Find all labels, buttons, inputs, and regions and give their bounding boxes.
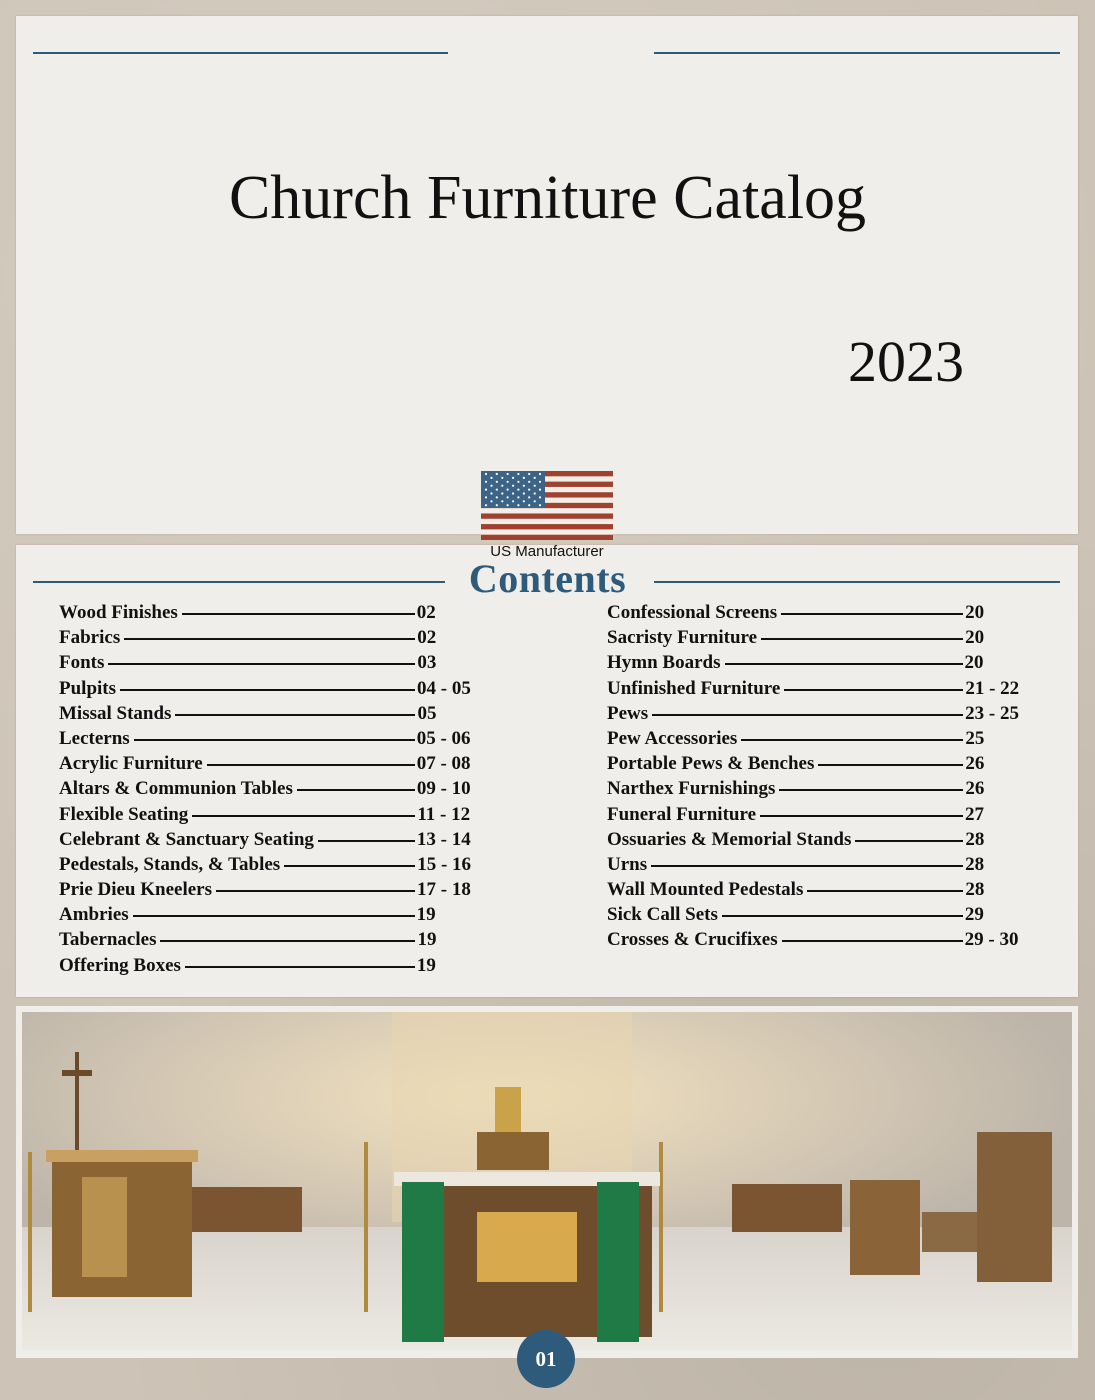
toc-entry-label: Fonts: [59, 652, 105, 674]
toc-entry-page: 04 - 05: [417, 677, 471, 699]
toc-entry[interactable]: [59, 652, 489, 677]
toc-entry-label: Ambries: [59, 904, 129, 926]
toc-entry-label: Urns: [607, 853, 648, 875]
toc-leader-line: [185, 966, 415, 968]
toc-leader-line: [124, 638, 415, 640]
toc-entry-label: Wood Finishes: [59, 602, 178, 623]
toc-entry-label: Missal Stands: [59, 702, 172, 724]
toc-entry[interactable]: [607, 652, 1037, 677]
toc-entry-label: Tabernacles: [59, 929, 157, 951]
toc-leader-line: [134, 739, 415, 741]
toc-entry-page: 25: [965, 727, 985, 749]
toc-entry-page: 28: [965, 853, 985, 875]
toc-leader-line: [284, 865, 415, 867]
toc-entry[interactable]: [59, 804, 489, 829]
toc-entry-page: 05: [417, 702, 437, 724]
toc-entry[interactable]: [59, 627, 489, 652]
toc-entry-page: 19: [416, 954, 436, 976]
toc-entry-label: Pulpits: [59, 677, 117, 699]
toc-leader-line: [192, 815, 415, 817]
toc-entry-label: Unfinished Furniture: [607, 677, 781, 699]
toc-entry-page: 23 - 25: [965, 702, 1019, 724]
toc-leader-line: [818, 764, 963, 766]
toc-entry-label: Crosses & Crucifixes: [607, 929, 778, 951]
us-flag-icon: [481, 471, 613, 540]
toc-entry[interactable]: [607, 804, 1037, 829]
toc-entry[interactable]: [59, 703, 489, 728]
toc-entry-page: 09 - 10: [416, 778, 471, 800]
toc-entry[interactable]: [607, 904, 1037, 929]
toc-leader-line: [160, 940, 415, 942]
toc-entry[interactable]: [59, 753, 489, 778]
toc-leader-line: [216, 890, 415, 892]
toc-entry[interactable]: [607, 627, 1037, 652]
us-manufacturer-label: US Manufacturer: [490, 543, 604, 560]
toc-leader-line: [108, 663, 415, 665]
toc-leader-line: [761, 638, 963, 640]
toc-entry-page: 02: [417, 627, 437, 649]
toc-entry[interactable]: [607, 778, 1037, 803]
toc-entry-label: Funeral Furniture: [607, 803, 757, 825]
top-rule-left: [33, 52, 448, 54]
toc-entry-label: Hymn Boards: [607, 652, 721, 674]
toc-entry-label: Narthex Furnishings: [607, 778, 776, 800]
toc-entry-page: 20: [965, 602, 985, 623]
toc-entry-label: Portable Pews & Benches: [607, 753, 815, 775]
top-rule-right: [654, 52, 1060, 54]
toc-leader-line: [722, 915, 963, 917]
contents-heading: Contents: [468, 556, 627, 601]
toc-leader-line: [318, 840, 415, 842]
toc-entry-page: 19: [416, 904, 436, 926]
toc-entry[interactable]: [607, 728, 1037, 753]
toc-column-left: [59, 602, 489, 980]
toc-entry-label: Flexible Seating: [59, 803, 189, 825]
toc-entry-label: Lecterns: [59, 727, 130, 749]
toc-leader-line: [725, 663, 963, 665]
toc-column-right: [607, 602, 1037, 955]
toc-leader-line: [133, 915, 415, 917]
toc-leader-line: [807, 890, 963, 892]
toc-leader-line: [782, 940, 963, 942]
toc-entry[interactable]: [607, 854, 1037, 879]
toc-entry-label: Prie Dieu Kneelers: [59, 879, 213, 901]
toc-entry-page: 07 - 08: [416, 753, 471, 775]
sanctuary-photo: [22, 1012, 1072, 1350]
toc-leader-line: [652, 714, 963, 716]
toc-entry-label: Ossuaries & Memorial Stands: [607, 828, 852, 850]
toc-leader-line: [120, 689, 415, 691]
toc-entry[interactable]: [59, 678, 489, 703]
toc-entry-page: 03: [417, 652, 437, 674]
toc-entry-page: 02: [416, 602, 436, 623]
toc-entry-page: 28: [965, 828, 985, 850]
toc-entry-label: Sick Call Sets: [607, 904, 718, 926]
toc-entry[interactable]: [59, 904, 489, 929]
toc-leader-line: [760, 815, 963, 817]
toc-entry[interactable]: [59, 602, 489, 627]
toc-entry-page: 27: [965, 803, 985, 825]
toc-entry-page: 29 - 30: [964, 929, 1019, 951]
toc-entry[interactable]: [59, 778, 489, 803]
toc-entry-page: 05 - 06: [416, 727, 471, 749]
toc-leader-line: [781, 613, 963, 615]
toc-entry[interactable]: [607, 678, 1037, 703]
toc-entry-page: 26: [965, 753, 985, 775]
toc-entry-page: 15 - 16: [417, 853, 472, 875]
toc-leader-line: [297, 789, 415, 791]
toc-entry-label: Fabrics: [59, 627, 121, 649]
toc-entry-label: Acrylic Furniture: [59, 753, 203, 775]
page-number-badge: 01: [517, 1330, 575, 1388]
toc-entry-label: Sacristy Furniture: [607, 627, 758, 649]
catalog-year: 2023: [848, 329, 964, 394]
toc-entry[interactable]: [607, 829, 1037, 854]
toc-leader-line: [175, 714, 415, 716]
catalog-title: Church Furniture Catalog: [228, 164, 867, 232]
toc-entry[interactable]: [607, 929, 1037, 954]
toc-entry-page: 29: [964, 904, 984, 926]
toc-entry-label: Wall Mounted Pedestals: [607, 879, 804, 901]
toc-entry-page: 20: [964, 652, 984, 674]
toc-entry-label: Confessional Screens: [607, 602, 778, 623]
toc-entry-label: Celebrant & Sanctuary Seating: [59, 828, 314, 850]
toc-entry[interactable]: [59, 728, 489, 753]
toc-entry-page: 20: [965, 627, 985, 649]
toc-leader-line: [741, 739, 963, 741]
toc-entry[interactable]: [607, 879, 1037, 904]
toc-leader-line: [182, 613, 415, 615]
toc-entry-page: 13 - 14: [416, 828, 471, 850]
toc-entry[interactable]: [607, 602, 1037, 627]
toc-entry-page: 11 - 12: [417, 803, 471, 825]
cover-panel: [16, 16, 1078, 534]
toc-leader-line: [207, 764, 415, 766]
toc-leader-line: [651, 865, 963, 867]
toc-entry-page: 21 - 22: [965, 677, 1020, 699]
toc-entry-label: Altars & Communion Tables: [59, 778, 293, 800]
toc-entry[interactable]: [59, 929, 489, 954]
toc-entry[interactable]: [59, 854, 489, 879]
toc-entry-label: Pews: [607, 702, 649, 724]
toc-entry-label: Pedestals, Stands, & Tables: [59, 853, 281, 875]
toc-entry[interactable]: [59, 829, 489, 854]
toc-leader-line: [779, 789, 963, 791]
toc-leader-line: [784, 689, 963, 691]
toc-entry[interactable]: [607, 753, 1037, 778]
toc-entry-label: Pew Accessories: [607, 727, 738, 749]
sanctuary-photo-frame: [16, 1006, 1078, 1358]
toc-entry-label: Offering Boxes: [59, 954, 181, 976]
toc-entry[interactable]: [59, 955, 489, 980]
toc-leader-line: [855, 840, 963, 842]
toc-entry-page: 26: [965, 778, 985, 800]
toc-entry[interactable]: [607, 703, 1037, 728]
toc-entry[interactable]: [59, 879, 489, 904]
toc-entry-page: 19: [417, 929, 437, 951]
toc-entry-page: 17 - 18: [417, 879, 471, 901]
toc-entry-page: 28: [965, 879, 985, 901]
